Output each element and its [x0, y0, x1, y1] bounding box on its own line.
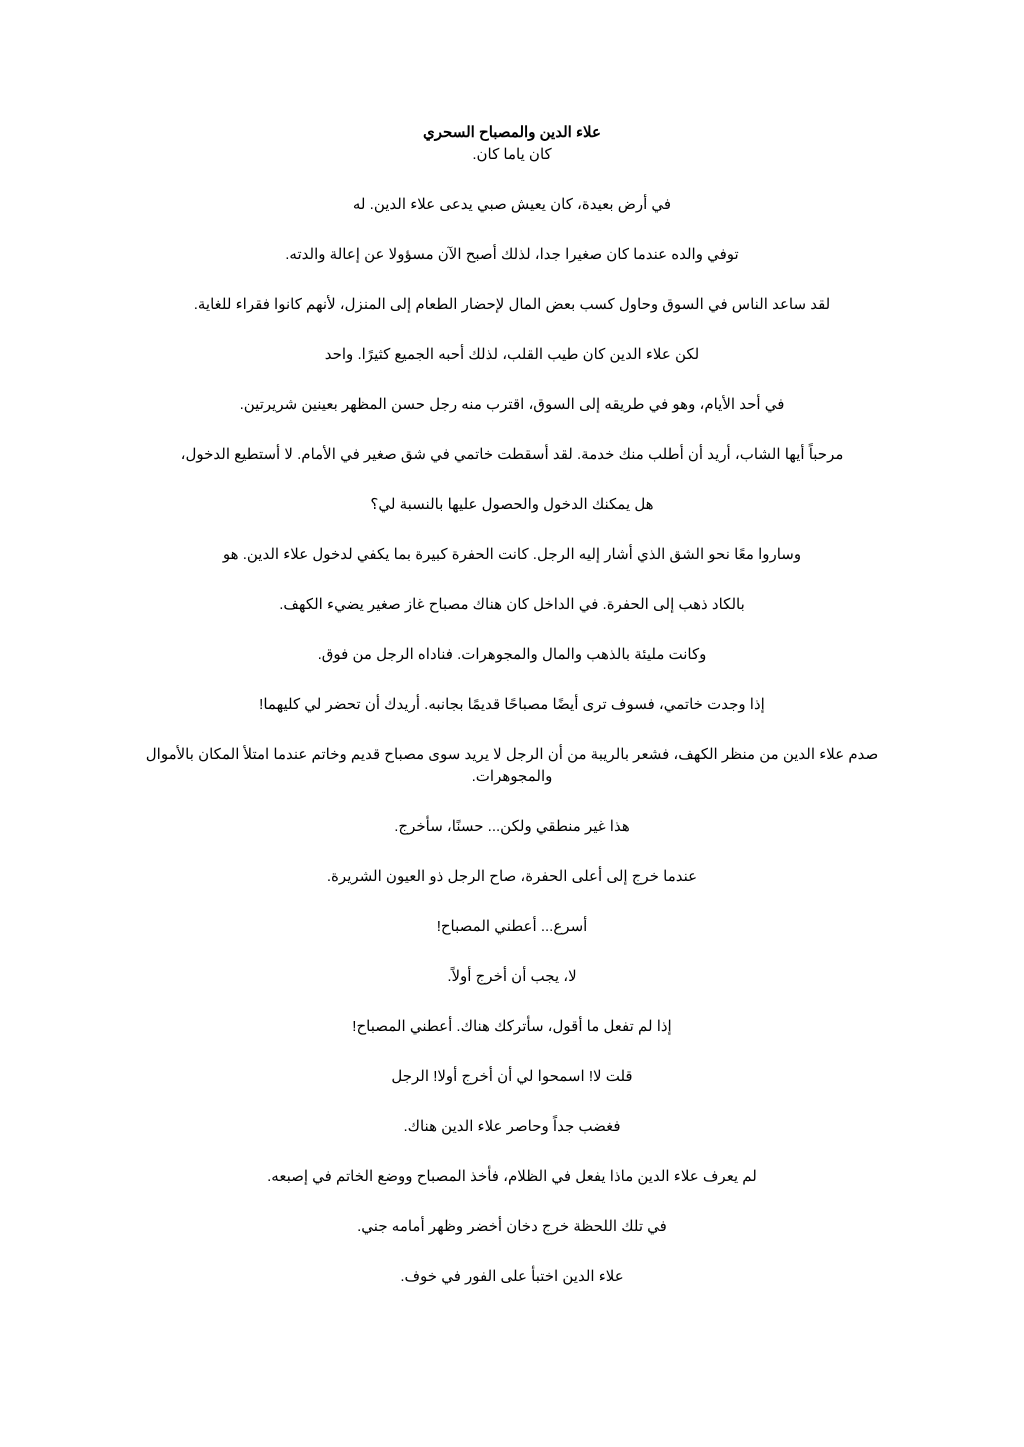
paragraph: في أرض بعيدة، كان يعيش صبي يدعى علاء الدين. له: [352, 196, 672, 213]
paragraph: وساروا معًا نحو الشق الذي أشار إليه الرجل. كانت الحفرة كبيرة بما يكفي لدخول علاء الدين. هو: [222, 546, 802, 563]
paragraph: إذا لم تفعل ما أقول، سأتركك هناك. أعطني المصباح!: [352, 1018, 672, 1035]
paragraph: عندما خرج إلى أعلى الحفرة، صاح الرجل ذو العيون الشريرة.: [326, 868, 698, 885]
paragraph: توفي والده عندما كان صغيرا جدا، لذلك أصبح الآن مسؤولا عن إعالة والدته.: [285, 246, 739, 263]
paragraph: صدم علاء الدين من منظر الكهف، فشعر بالريبة من أن الرجل لا يريد سوى مصباح قديم وخاتم عندما امتلأ المكان بالأموال والمجوهرات.: [145, 746, 879, 785]
paragraph: بالكاد ذهب إلى الحفرة. في الداخل كان هناك مصباح غاز صغير يضيء الكهف.: [279, 596, 745, 613]
document-body: [140, 122, 884, 1316]
paragraph: في أحد الأيام، وهو في طريقه إلى السوق، اقترب منه رجل حسن المظهر بعينين شريرتين.: [239, 396, 785, 413]
paragraph: لكن علاء الدين كان طيب القلب، لذلك أحبه الجميع كثيرًا. واحد: [324, 346, 700, 363]
paragraph: لم يعرف علاء الدين ماذا يفعل في الظلام، فأخذ المصباح ووضع الخاتم في إصبعه.: [267, 1168, 757, 1185]
paragraph: في تلك اللحظة خرج دخان أخضر وظهر أمامه جني.: [357, 1218, 667, 1235]
document-subtitle: كان ياما كان.: [472, 146, 552, 163]
paragraph: مرحباً أيها الشاب، أريد أن أطلب منك خدمة. لقد أسقطت خاتمي في شق صغير في الأمام. لا أستطيع الدخول،: [180, 446, 844, 463]
paragraph: علاء الدين اختبأ على الفور في خوف.: [400, 1268, 624, 1285]
paragraph: لا، يجب أن أخرج أولاً.: [447, 968, 577, 985]
paragraph: أسرع... أعطني المصباح!: [436, 918, 588, 935]
paragraph: فغضب جداً وحاصر علاء الدين هناك.: [403, 1118, 621, 1135]
paragraph: لقد ساعد الناس في السوق وحاول كسب بعض المال لإحضار الطعام إلى المنزل، لأنهم كانوا فقراء للغاية.: [193, 296, 831, 313]
document-title: علاء الدين والمصباح السحري: [423, 124, 601, 141]
paragraph: قلت لا! اسمحوا لي أن أخرج أولا! الرجل: [391, 1068, 633, 1085]
paragraph: إذا وجدت خاتمي، فسوف ترى أيضًا مصباحًا قديمًا بجانبه. أريدك أن تحضر لي كليهما!: [259, 696, 765, 713]
paragraph: وكانت مليئة بالذهب والمال والمجوهرات. فناداه الرجل من فوق.: [317, 646, 707, 663]
paragraph: هذا غير منطقي ولكن... حسنًا، سأخرج.: [394, 818, 630, 835]
paragraph: هل يمكنك الدخول والحصول عليها بالنسبة لي؟: [370, 496, 654, 513]
